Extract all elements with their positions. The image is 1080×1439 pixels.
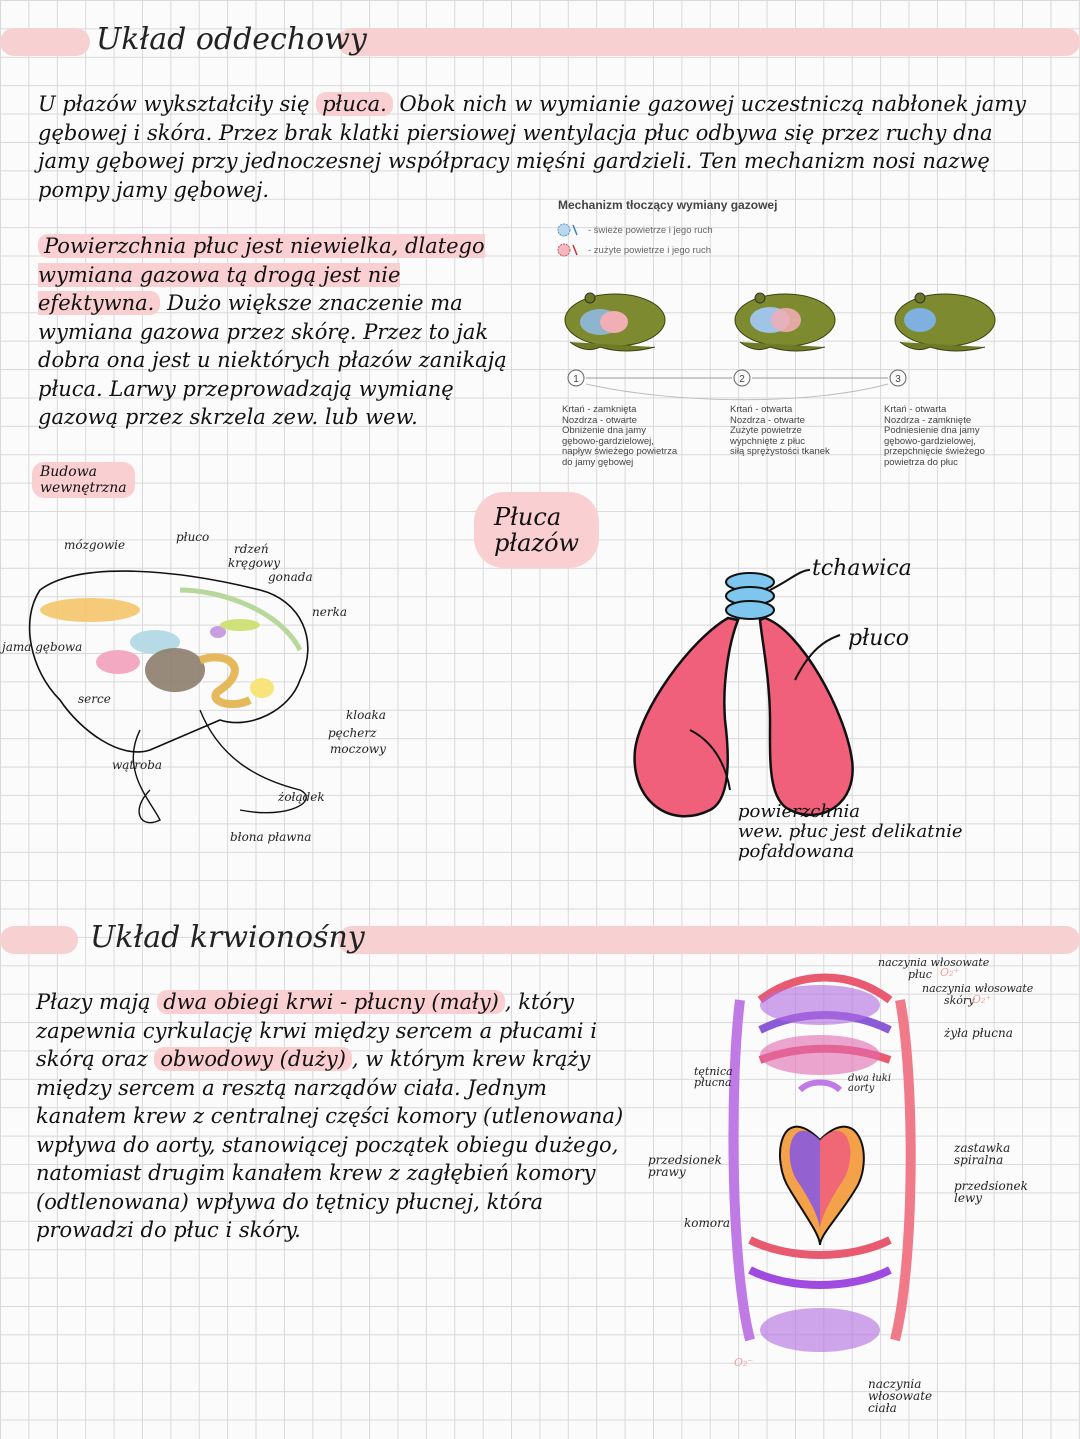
text: U płazów wykształciły się [38, 92, 317, 116]
label-lung-right: płuco [848, 626, 909, 651]
step-3-num: 3 [895, 374, 901, 385]
step-1-num: 1 [573, 374, 579, 385]
step-1-description: Krtań - zamknięta Nozdrza - otwarte Obniżenie dna jamy gębowo-gardzielowej, napływ świeżego powietrza do jamy gębowej [562, 404, 678, 468]
paragraph-circulatory: Płazy mają dwa obiegi krwi - płucny (mały) , który zapewnia cyrkulację krwi między sercem a płucami i skórą oraz obwodowy (duży) , w którym krew krąży między sercem a resztą narządów ciała. Jednym kanałem krew z centralnej części komory (utlenowana) wpływa do aorty, stanowiącej początek obiegu dużego, natomiast drugim kanałem krew z zagłębień komory (odtlenowana) wpływa do tętnicy płucnej, która prowadzi do płuc i skóry. [36, 990, 624, 1242]
label-skin-capillaries-1: naczynia włosowate [922, 982, 1034, 995]
label-aortic-arches: dwa łuki aorty [848, 1073, 892, 1094]
label-o2-minus: O₂⁻ [734, 1356, 754, 1369]
frog-2 [735, 293, 835, 351]
label-right-atrium: przedsionek prawy [648, 1153, 722, 1179]
label-spinal-cord-1: rdzeń [234, 542, 269, 556]
lung-surface-note: powierzchnia wew. płuc jest delikatnie pofałdowana [738, 801, 963, 862]
label-o2-plus-2: O₂⁺ [972, 993, 992, 1006]
step-3-description: Krtań - otwarta Nozdrza - zamknięte Podniesienie dna jamy gębowo-gardzielowej, przepchnięcie świeżego powietrza do płuc [884, 404, 985, 468]
label-pulmonary-artery: tętnica płucna [694, 1065, 733, 1089]
circulation-drawing [720, 960, 920, 1390]
section-heading-circulatory: Układ krwionośny [90, 920, 365, 955]
label-cloaca: kloaka [346, 708, 386, 722]
highlight-lung-surface: Powierzchnia płuc jest niewielka, dlatego wymiana gazowa tą drogą jest nie efektywna. [38, 234, 485, 315]
frog-anatomy-drawing [0, 530, 400, 850]
label-brain: mózgowie [64, 538, 126, 552]
legend-fresh-air: - świeże powietrze i jego ruch [588, 225, 713, 236]
label-gonad: gonada [268, 570, 313, 584]
text: Obok nich w wymianie gazowej uczestniczą nabłonek jamy gębowej i skóra. Przez brak klatki piersiowej wentylacja płuc odbywa się przez ruchy dna jamy gębowej przy jednoczesnej współpracy mięśni gardzieli. Ten mechanizm nosi nazwę pompy jamy gębowej. [38, 92, 1027, 202]
trachea [726, 573, 774, 619]
text: Dużo większe znaczenie ma wymiana gazowa przez skórę. Przez to jak dobra ona jest u niektórych płazów zanikają płuca. Larwy przeprowadzają wymianę gazową przez skrzela zew. lub wew. [38, 291, 507, 429]
label-spinal-cord-2: kręgowy [228, 556, 281, 570]
paragraph-respiratory-intro [38, 90, 1038, 204]
label-lung: płuco [176, 530, 210, 544]
label-ventricle: komora [684, 1216, 730, 1230]
label-lung-capillaries-1: naczynia włosowate [878, 956, 990, 969]
step-2-num: 2 [739, 374, 745, 385]
label-stomach: żołądek [278, 790, 325, 804]
highlight-lungs: płuca. [316, 92, 393, 116]
label-bladder-2: moczowy [330, 742, 386, 756]
frog-3 [895, 293, 995, 351]
frog-1 [565, 293, 665, 351]
label-body-capillaries: naczynia włosowate ciała [868, 1377, 933, 1415]
label-o2-plus-1: O₂⁺ [940, 966, 960, 979]
section-heading-respiratory: Układ oddechowy [96, 22, 367, 57]
label-web: błona pławna [230, 830, 312, 844]
label-heart: serce [78, 692, 111, 706]
label-skin-capillaries-2: skóry [944, 994, 975, 1007]
lungs-title: Płuca płazów [474, 492, 599, 568]
label-liver: wątroba [112, 758, 163, 772]
paragraph-lung-surface [38, 232, 528, 432]
highlight-pulmonary-circuit: dwa obiegi krwi - płucny (mały) [157, 990, 505, 1014]
label-lung-capillaries-2: płuc [908, 968, 932, 981]
step-numbers [568, 370, 906, 400]
internal-structure-title: Budowa wewnętrzna [32, 462, 135, 498]
label-left-atrium: przedsionek lewy [954, 1179, 1028, 1205]
lungs-drawing [620, 560, 880, 840]
label-bladder-1: pęcherz [328, 726, 377, 740]
legend-used-air: - zużyte powietrze i jego ruch [588, 245, 712, 256]
label-kidney: nerka [312, 605, 347, 619]
step-2-description: Krtań - otwarta Nozdrza - otwarte Zużyte powietrze wypchnięte z płuc siłą sprężystości tkanek [730, 404, 830, 457]
highlight-systemic-circuit: obwodowy (duży) [154, 1047, 352, 1071]
frogs-diagram [560, 280, 1000, 400]
mechanism-title: Mechanizm tłoczący wymiany gazowej [558, 198, 778, 212]
label-mouth-cavity: jama gębowa [2, 640, 83, 654]
label-spiral-valve: zastawka spiralna [954, 1141, 1011, 1167]
label-trachea: tchawica [812, 556, 912, 581]
label-pulmonary-vein: żyła płucna [944, 1026, 1013, 1040]
